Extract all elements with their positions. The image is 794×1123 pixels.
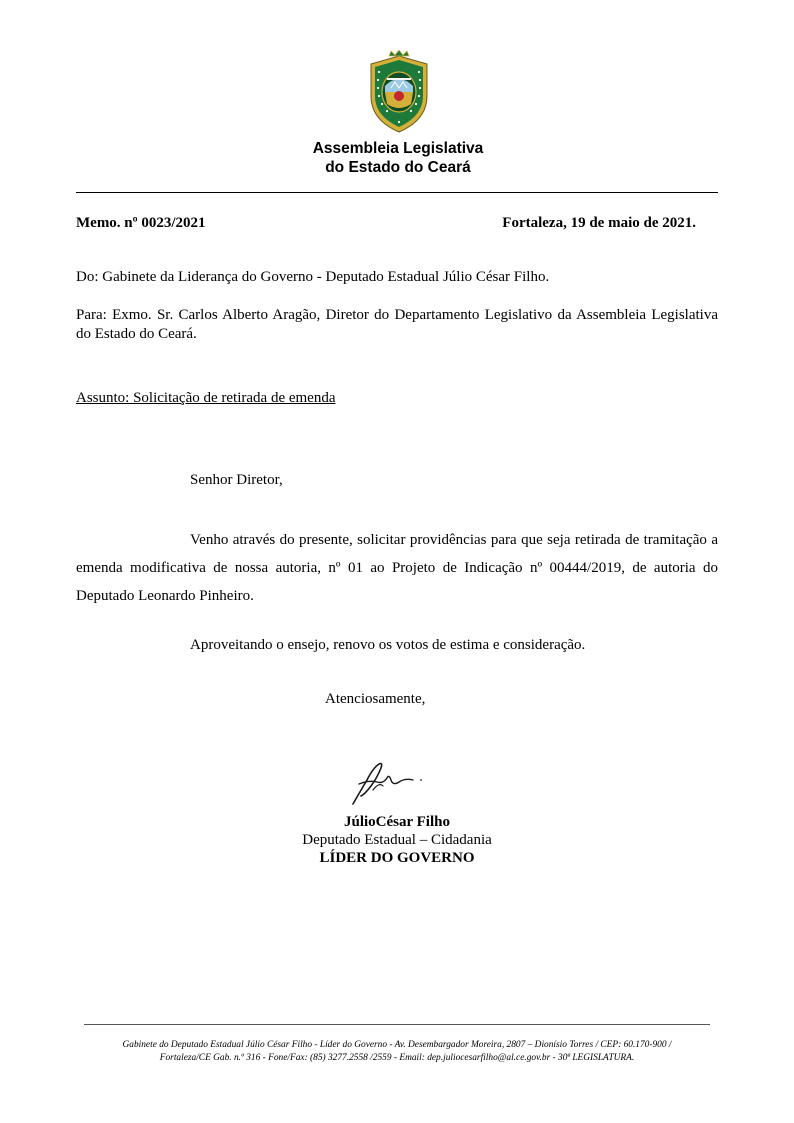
memo-place-date: Fortaleza, 19 de maio de 2021. bbox=[502, 215, 696, 231]
signatory-role: Deputado Estadual – Cidadania bbox=[302, 832, 492, 848]
organization-name-line-2: do Estado do Ceará bbox=[325, 159, 471, 176]
signatory-title: LÍDER DO GOVERNO bbox=[319, 850, 475, 866]
body-paragraph: Venho através do presente, solicitar providências para que seja retirada de tramitação a emenda modificativa de nossa autoria, nº 01 ao Projeto de Indicação nº 00444/2019, de autoria do Deputado Leonardo Pinheiro. bbox=[76, 532, 718, 604]
footer-line-1: Gabinete do Deputado Estadual Júlio César Filho - Líder do Governo - Av. Desembargador Moreira, 2807 – Dionísio Torres / CEP: 60.170-900 / bbox=[122, 1040, 672, 1050]
to-line: Para: Exmo. Sr. Carlos Alberto Aragão, Diretor do Departamento Legislativo da Assembleia Legislativa do Estado do Ceará. bbox=[76, 307, 718, 342]
subject-line: Assunto: Solicitação de retirada de emenda bbox=[76, 390, 336, 406]
closing-paragraph: Aproveitando o ensejo, renovo os votos de estima e consideração. bbox=[190, 637, 586, 653]
footer-line-2: Fortaleza/CE Gab. n.º 316 - Fone/Fax: (85) 3277.2558 /2559 - Email: dep.juliocesarfilho@al.ce.gov.br - 30ª LEGISLATURA. bbox=[159, 1053, 635, 1063]
salutation: Senhor Diretor, bbox=[190, 472, 283, 488]
signatory-name: JúlioCésar Filho bbox=[344, 814, 450, 830]
footer-divider bbox=[84, 1024, 710, 1025]
header-divider bbox=[76, 192, 718, 193]
organization-name-line-1: Assembleia Legislativa bbox=[312, 140, 484, 157]
ceara-coat-of-arms-icon bbox=[365, 50, 433, 134]
regards: Atenciosamente, bbox=[325, 691, 426, 707]
handwritten-signature bbox=[343, 760, 429, 808]
memo-number: Memo. nº 0023/2021 bbox=[76, 215, 206, 231]
from-line: Do: Gabinete da Liderança do Governo - Deputado Estadual Júlio César Filho. bbox=[76, 269, 550, 285]
